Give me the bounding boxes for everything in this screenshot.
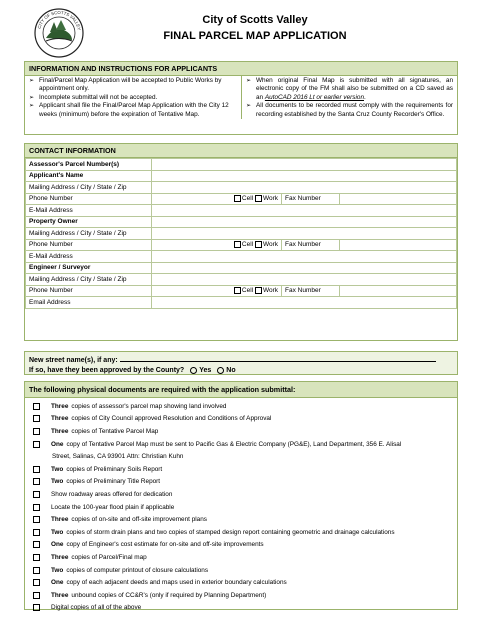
list-item — [33, 413, 451, 426]
list-item — [33, 488, 451, 501]
document-checkbox[interactable] — [33, 554, 40, 561]
engineer-mailing-label: Mailing Address / City / State / Zip — [26, 274, 152, 286]
work-label: Work — [262, 241, 278, 249]
work-checkbox[interactable] — [255, 287, 262, 294]
info-text: . — [364, 93, 366, 101]
owner-field[interactable] — [152, 216, 457, 228]
applicant-mailing-label: Mailing Address / City / State / Zip — [26, 182, 152, 194]
list-item — [33, 476, 451, 489]
quantity: Three — [51, 591, 69, 599]
applicant-email-field[interactable] — [152, 205, 457, 217]
item-text: unbound copies of CC&R's (only if required by Planning Department) — [71, 591, 267, 599]
cell-checkbox[interactable] — [234, 195, 241, 202]
document-checkbox[interactable] — [33, 491, 40, 498]
city-name: City of Scotts Valley — [202, 14, 308, 26]
applicant-name-field[interactable] — [152, 170, 457, 182]
work-label: Work — [262, 287, 278, 295]
autocad-version: AutoCAD 2016 Lt or earlier version — [264, 93, 364, 101]
arrow-bullet-icon: ➢ — [29, 94, 35, 101]
list-item — [33, 501, 451, 514]
document-checkbox[interactable] — [33, 466, 40, 473]
item-text: copies of storm drain plans and two copies of stamped design report containing geometric and drainage calculations — [66, 528, 395, 536]
street-name-label: New street name(s), if any: — [29, 357, 118, 364]
list-item — [33, 589, 451, 602]
document-checkbox[interactable] — [33, 529, 40, 536]
apn-label: Assessor's Parcel Number(s) — [26, 159, 152, 171]
info-bullet — [246, 77, 453, 102]
quantity: One — [51, 579, 64, 587]
arrow-bullet-icon: ➢ — [29, 103, 35, 110]
document-checkbox[interactable] — [33, 478, 40, 485]
info-bullet — [246, 102, 453, 119]
document-checkbox[interactable] — [33, 592, 40, 599]
item-text: copies of on-site and off-site improvement plans — [71, 516, 207, 524]
contact-section — [24, 143, 458, 341]
item-text: copies of Tentative Parcel Map — [71, 427, 159, 435]
applicant-fax-field[interactable] — [340, 193, 457, 205]
document-checkbox[interactable] — [33, 579, 40, 586]
engineer-label: Engineer / Surveyor — [26, 262, 152, 274]
info-text: When original Final Map is submitted with all signatures, an electronic copy of the FM shall also be submitted on a CD saved as an — [256, 77, 453, 101]
quantity: Three — [51, 516, 69, 524]
item-text: copy of Tentative Parcel Map must be sent to Pacific Gas & Electric Company (PG&E), Land Department, 356 E. Alisal — [66, 440, 402, 448]
county-approval-label: If so, have they been approved by the County? — [29, 367, 185, 374]
list-item-continuation — [33, 450, 451, 463]
arrow-bullet-icon: ➢ — [29, 78, 35, 84]
info-text: Applicant shall file the Final/Parcel Map Application with the City 12 weeks (minimum) before the expiration of Tentative Map. — [39, 102, 229, 118]
engineer-fax-field[interactable] — [340, 285, 457, 297]
apn-field[interactable] — [152, 159, 457, 171]
item-text: Street, Salinas, CA 93901 Attn: Christian Kuhn — [52, 453, 184, 461]
no-label: No — [226, 367, 236, 374]
document-checkbox[interactable] — [33, 516, 40, 523]
contact-table — [25, 158, 457, 309]
engineer-mailing-field[interactable] — [152, 274, 457, 286]
engineer-field[interactable] — [152, 262, 457, 274]
contact-heading: CONTACT INFORMATION — [25, 144, 457, 158]
quantity: Three — [51, 415, 69, 423]
quantity: Two — [51, 528, 64, 536]
document-checkbox[interactable] — [33, 441, 40, 448]
owner-mailing-label: Mailing Address / City / State / Zip — [26, 228, 152, 240]
applicant-fax-label: Fax Number — [282, 193, 340, 205]
engineer-phone-label: Phone Number — [26, 285, 152, 297]
document-checkbox[interactable] — [33, 403, 40, 410]
item-text: copies of assessor's parcel map showing land involved — [71, 402, 227, 410]
list-item — [33, 576, 451, 589]
item-text: Locate the 100-year flood plain if applicable — [51, 503, 175, 511]
owner-phone-label: Phone Number — [26, 239, 152, 251]
info-text: All documents to be recorded must comply with the requirements for recording established by the Santa Cruz County Recorder's Office. — [256, 102, 453, 118]
list-item — [33, 400, 451, 413]
list-item — [33, 539, 451, 552]
list-item — [33, 513, 451, 526]
item-text: Digital copies of all of the above — [51, 604, 142, 612]
documents-heading: The following physical documents are required with the application submittal: — [25, 382, 457, 398]
quantity: Three — [51, 553, 69, 561]
item-text: Show roadway areas offered for dedication — [51, 490, 173, 498]
list-item — [33, 551, 451, 564]
no-radio[interactable] — [217, 367, 224, 374]
document-checkbox[interactable] — [33, 428, 40, 435]
item-text: copy of Engineer's cost estimate for on-site and off-site improvements — [66, 541, 264, 549]
yes-radio[interactable] — [190, 367, 197, 374]
quantity: Two — [51, 478, 64, 486]
yes-label: Yes — [199, 367, 212, 374]
quantity: Two — [51, 566, 64, 574]
document-checkbox[interactable] — [33, 504, 40, 511]
cell-checkbox[interactable] — [234, 287, 241, 294]
quantity: Three — [51, 427, 69, 435]
work-checkbox[interactable] — [255, 241, 262, 248]
work-checkbox[interactable] — [255, 195, 262, 202]
item-text: copies of Preliminary Title Report — [66, 478, 161, 486]
applicant-name-label: Applicant's Name — [26, 170, 152, 182]
arrow-bullet-icon: ➢ — [246, 103, 252, 110]
item-text: copies of Parcel/Final map — [71, 553, 147, 561]
document-checkbox[interactable] — [33, 567, 40, 574]
owner-label: Property Owner — [26, 216, 152, 228]
owner-mailing-field[interactable] — [152, 228, 457, 240]
item-text: copies of City Council approved Resolution and Conditions of Approval — [71, 415, 272, 423]
street-name-section — [24, 351, 458, 375]
list-item — [33, 602, 451, 615]
info-text: Final/Parcel Map Application will be accepted to Public Works by appointment only. — [39, 77, 222, 93]
info-left-column — [25, 76, 241, 119]
documents-section — [24, 381, 458, 610]
list-item — [33, 425, 451, 438]
quantity: One — [51, 440, 64, 448]
quantity: Three — [51, 402, 69, 410]
info-text: Incomplete submittal will not be accepted. — [39, 93, 158, 101]
item-text: copies of computer printout of closure calculations — [66, 566, 209, 574]
work-label: Work — [262, 195, 278, 203]
item-text: copies of Preliminary Soils Report — [66, 465, 163, 473]
info-bullet — [29, 102, 237, 119]
cell-label: Cell — [241, 195, 254, 203]
engineer-phone-field[interactable] — [152, 285, 282, 297]
applicant-email-label: E-Mail Address — [26, 205, 152, 217]
list-item — [33, 463, 451, 476]
document-checkbox[interactable] — [33, 604, 40, 611]
owner-fax-label: Fax Number — [282, 239, 340, 251]
applicant-phone-label: Phone Number — [26, 193, 152, 205]
cell-label: Cell — [241, 241, 254, 249]
engineer-fax-label: Fax Number — [282, 285, 340, 297]
owner-email-field[interactable] — [152, 251, 457, 263]
item-text: copy of each adjacent deeds and maps used in exterior boundary calculations — [66, 579, 287, 587]
cell-label: Cell — [241, 287, 254, 295]
applicant-mailing-field[interactable] — [152, 182, 457, 194]
list-item — [33, 526, 451, 539]
owner-email-label: E-Mail Address — [26, 251, 152, 263]
owner-phone-field[interactable] — [152, 239, 282, 251]
engineer-email-field[interactable] — [152, 297, 457, 309]
documents-list — [25, 398, 457, 614]
info-section — [24, 61, 458, 135]
arrow-bullet-icon: ➢ — [246, 78, 252, 84]
info-heading: INFORMATION AND INSTRUCTIONS FOR APPLICANTS — [25, 62, 457, 76]
info-bullet — [29, 94, 237, 102]
applicant-phone-field[interactable] — [152, 193, 282, 205]
document-checkbox[interactable] — [33, 541, 40, 548]
form-title: FINAL PARCEL MAP APPLICATION — [163, 30, 347, 42]
document-checkbox[interactable] — [33, 415, 40, 422]
engineer-email-label: Email Address — [26, 297, 152, 309]
quantity: Two — [51, 465, 64, 473]
list-item — [33, 438, 451, 451]
quantity: One — [51, 541, 64, 549]
list-item — [33, 564, 451, 577]
svg-text:CITY OF SCOTTS VALLEY: CITY OF SCOTTS VALLEY — [36, 9, 82, 31]
info-bullet — [29, 77, 237, 94]
info-right-column — [241, 76, 457, 119]
cell-checkbox[interactable] — [234, 241, 241, 248]
owner-fax-field[interactable] — [340, 239, 457, 251]
street-name-field[interactable] — [120, 354, 436, 362]
